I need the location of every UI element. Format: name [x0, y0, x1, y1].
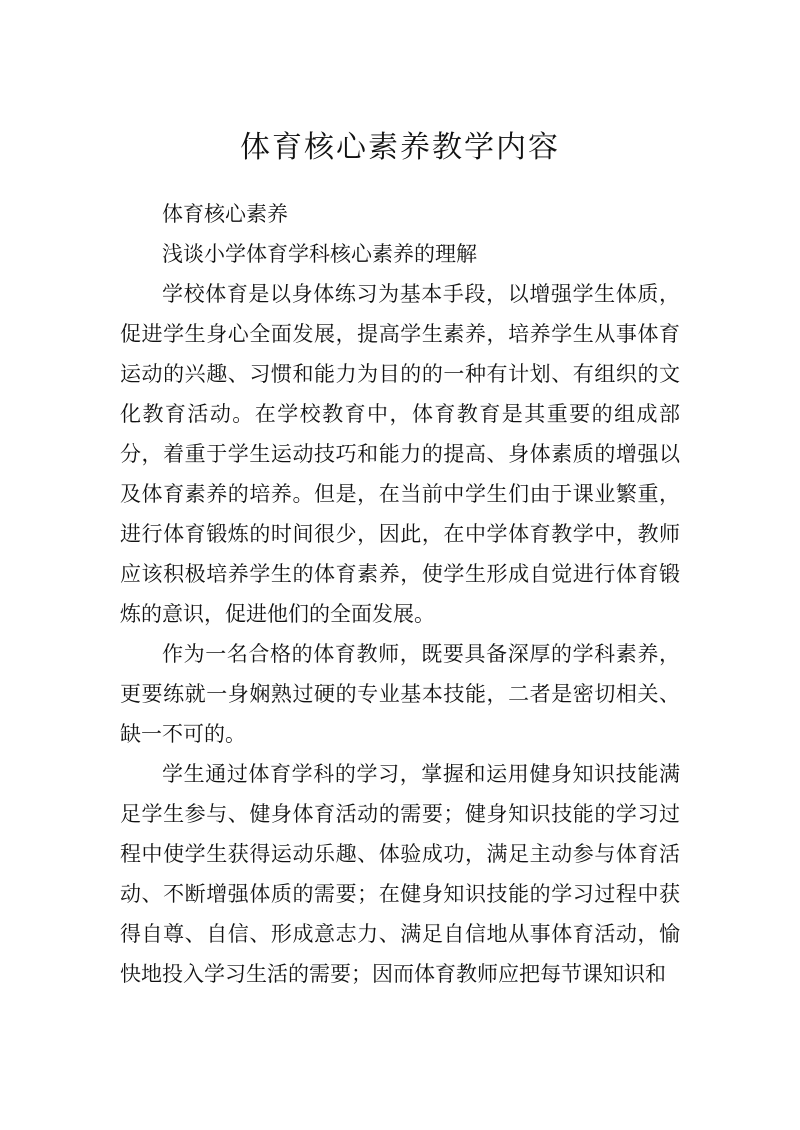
paragraph-heading: 浅谈小学体育学科核心素养的理解 — [162, 242, 477, 266]
document-body — [120, 194, 680, 994]
document-title: 体育核心素养教学内容 — [240, 130, 560, 165]
paragraph-body: 学校体育是以身体练习为基本手段，以增强学生体质，促进学生身心全面发展，提高学生素养，培养学生从事体育运动的兴趣、习惯和能力为目的的一种有计划、有组织的文化教育活动。在学校教育中，体育教育是其重要的组成部分，着重于学生运动技巧和能力的提高、身体素质的增强以及体育素养的培养。但是，在当前中学生们由于课业繁重，进行体育锻炼的时间很少，因此，在中学体育教学中，教师应该积极培养学生的体育素养，使学生形成自觉进行体育锻炼的意识，促进他们的全面发展。 — [120, 282, 680, 626]
paragraph-body: 学生通过体育学科的学习，掌握和运用健身知识技能满足学生参与、健身体育活动的需要；健身知识技能的学习过程中使学生获得运动乐趣、体验成功，满足主动参与体育活动、不断增强体质的需要；在健身知识技能的学习过程中获得自尊、自信、形成意志力、满足自信地从事体育活动，愉快地投入学习生活的需要；因而体育教师应把每节课知识和 — [120, 762, 680, 986]
paragraph-subtitle: 体育核心素养 — [162, 202, 288, 226]
paragraph-body: 作为一名合格的体育教师，既要具备深厚的学科素养，更要练就一身娴熟过硬的专业基本技能，二者是密切相关、缺一不可的。 — [120, 642, 680, 746]
